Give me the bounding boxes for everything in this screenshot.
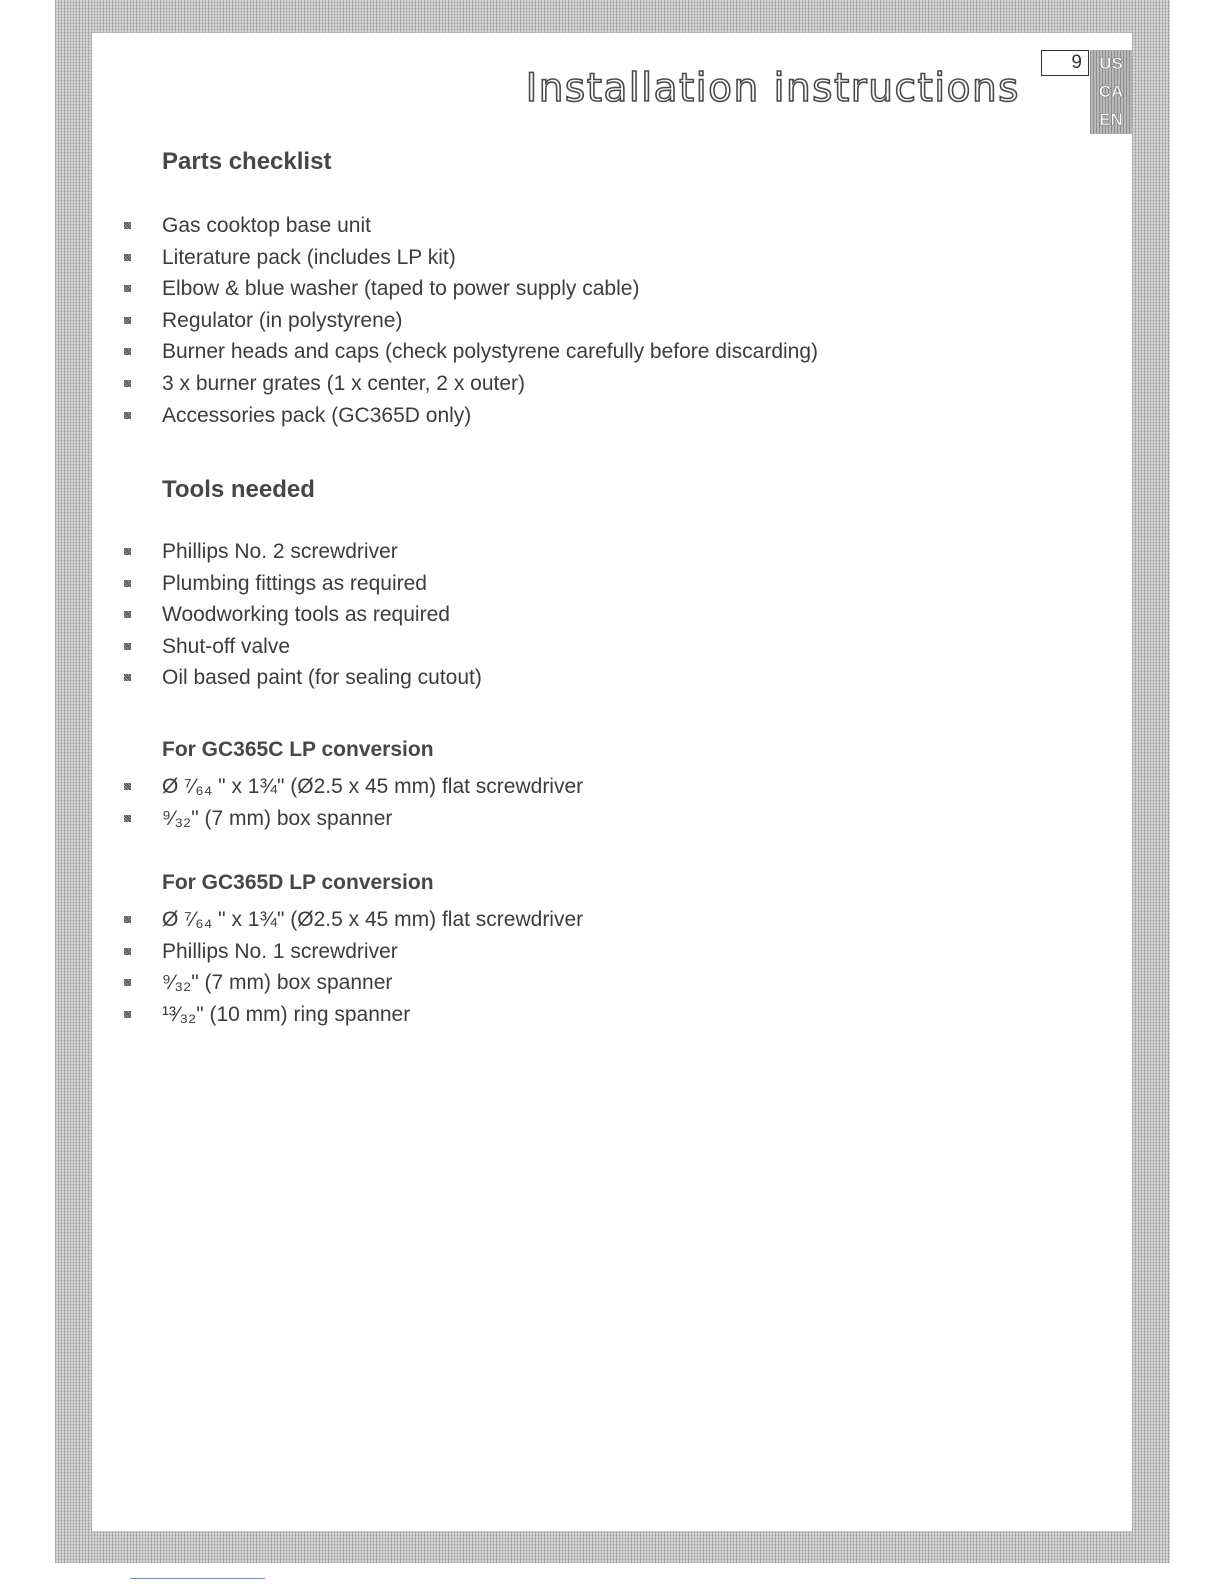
gc365c-lp-heading: For GC365C LP conversion	[162, 738, 434, 761]
bullet-icon	[124, 412, 131, 419]
parts-checklist-heading: Parts checklist	[162, 148, 332, 175]
bullet-icon	[124, 285, 131, 292]
bullet-icon	[124, 1011, 131, 1018]
bullet-icon	[124, 580, 131, 587]
language-tab-ca: CA	[1098, 82, 1124, 101]
bullet-icon	[124, 317, 131, 324]
bottom-underline	[130, 1578, 265, 1579]
bullet-icon	[124, 979, 131, 986]
bullet-icon	[124, 348, 131, 355]
page-number-box	[1041, 50, 1089, 76]
bullet-icon	[124, 548, 131, 555]
bullet-icon	[124, 380, 131, 387]
language-tab	[1090, 50, 1132, 134]
gc365d-lp-heading: For GC365D LP conversion	[162, 871, 434, 894]
bullet-icon	[124, 783, 131, 790]
bullet-icon	[124, 643, 131, 650]
language-tab-en: EN	[1099, 110, 1123, 129]
bullet-icon	[124, 254, 131, 261]
language-tab-us: US	[1099, 54, 1123, 73]
bullet-icon	[124, 815, 131, 822]
bullet-icon	[124, 611, 131, 618]
bottom-strip	[0, 1563, 1225, 1585]
bullet-icon	[124, 674, 131, 681]
page-header-title: Installation instructions	[525, 66, 1020, 112]
tools-needed-heading: Tools needed	[162, 476, 315, 503]
bullet-icon	[124, 948, 131, 955]
bullet-icon	[124, 222, 131, 229]
bullet-icon	[124, 916, 131, 923]
page-number: 9	[1071, 52, 1082, 73]
